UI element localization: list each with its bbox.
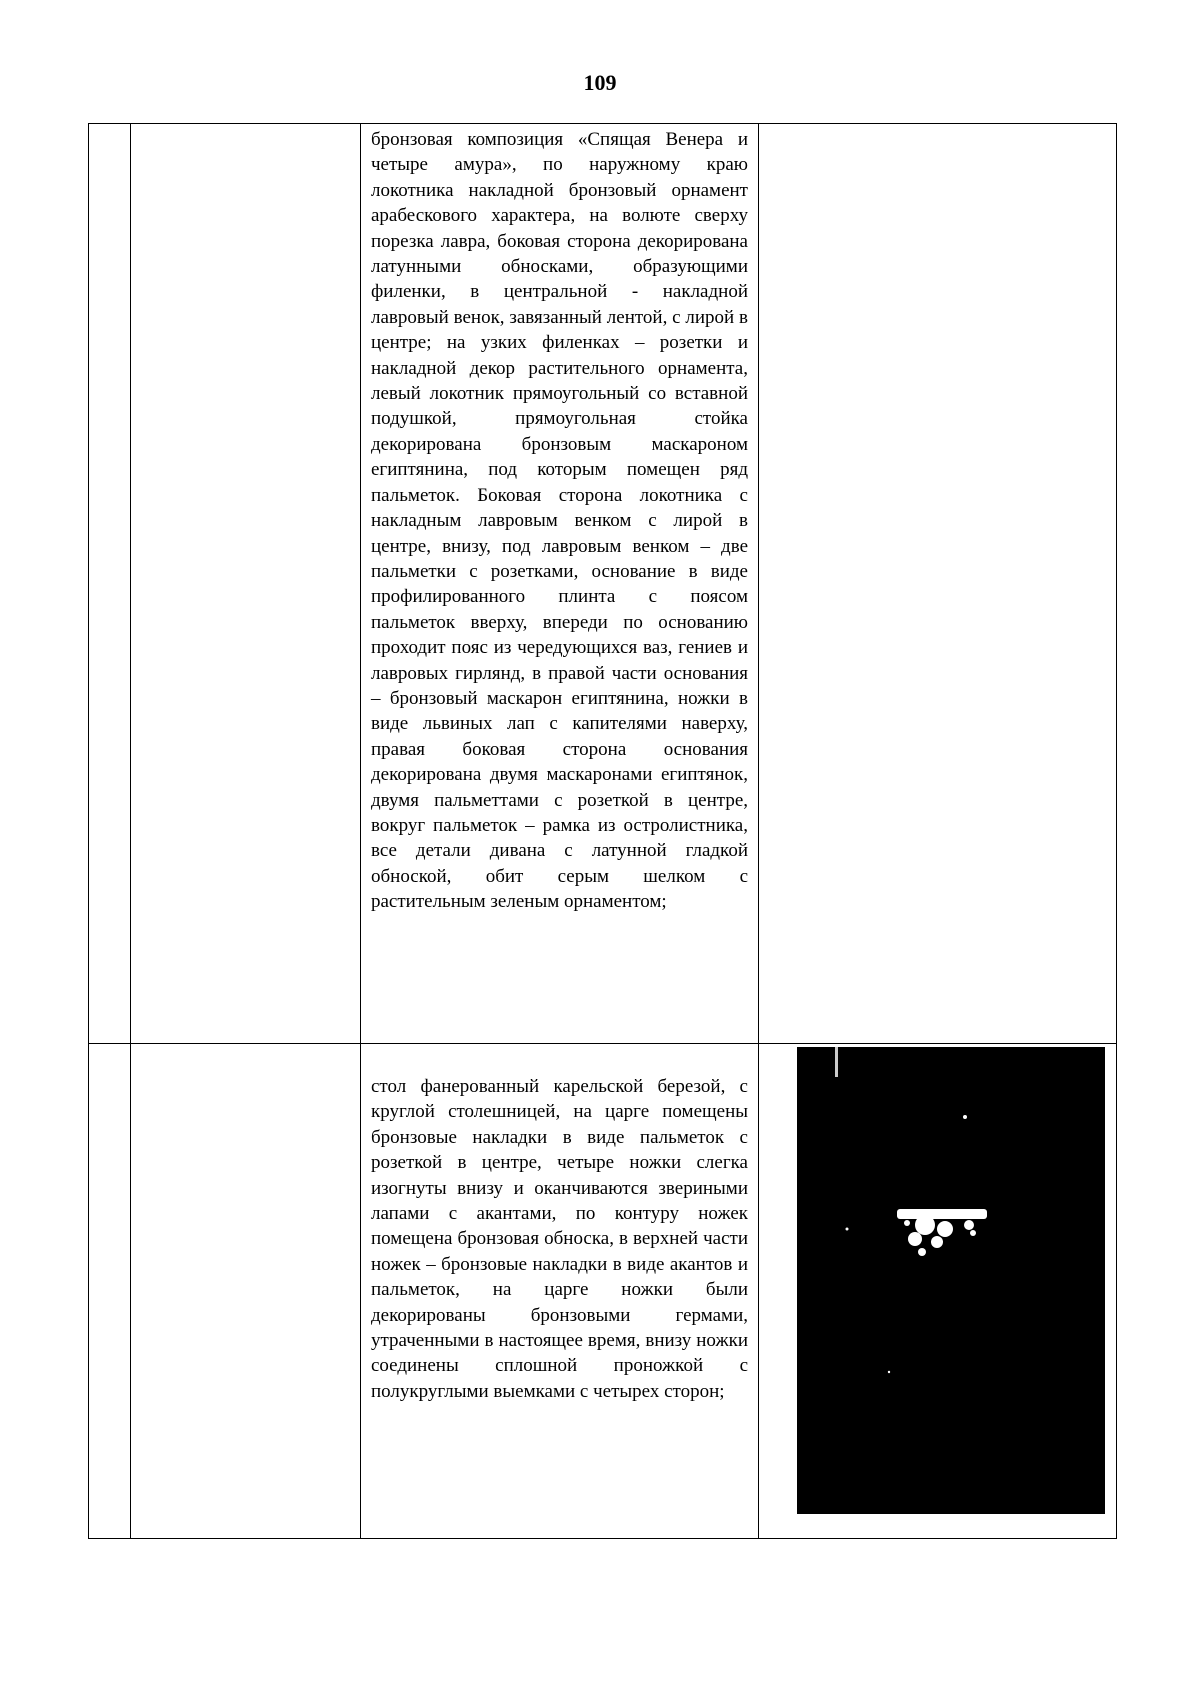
- table-row: [89, 1044, 1117, 1539]
- cell-photo: [759, 124, 1117, 1044]
- description-text: стол фанерованный карельской березой, с круглой столешницей, на царге помещены бронзовые накладки в виде пальметок с розеткой в центре, четыре ножки слегка изогнуты внизу и оканчиваются звериными лапами с акантами, по контуру ножек помещена бронзовая обноска, в верхней части ножек – бронзовые накладки в виде акантов и пальметок, на царге ножки были декорированы бронзовыми гермами, утраченными в настоящее время, внизу ножки соединены сплошной проножкой с полукруглыми выемками с четырех сторон;: [371, 1076, 748, 1402]
- cell-description: [361, 1044, 759, 1539]
- photo-image: [797, 1047, 1105, 1514]
- cell-description: [361, 124, 759, 1044]
- table-row: [89, 124, 1117, 1044]
- table-photo: [797, 1047, 1105, 1514]
- cell-name: [131, 124, 361, 1044]
- page-number: 109: [583, 70, 617, 95]
- cell-name: [131, 1044, 361, 1539]
- cell-number: [89, 1044, 131, 1539]
- cell-photo: [759, 1044, 1117, 1539]
- object-table: [88, 123, 1117, 1539]
- description-text: бронзовая композиция «Спящая Венера и четыре амура», по наружному краю локотника накладной бронзовый орнамент арабескового характера, на волюте сверху порезка лавра, боковая сторона декорирована латунными обносками, образующими филенки, в центральной - накладной лавровый венок, завязанный лентой, с лирой в центре; на узких филенках – розетки и накладной декор растительного орнамента, левый локотник прямоугольный со вставной подушкой, прямоугольная стойка декорирована бронзовым маскароном египтянина, под которым помещен ряд пальметок. Боковая сторона локотника с накладным лавровым венком с лирой в центре, внизу, под лавровым венком – две пальметки с розетками, основание в виде профилированного плинта с поясом пальметок вверху, впереди по основанию проходит пояс из чередующихся ваз, гениев и лавровых гирлянд, в правой части основания – бронзовый маскарон египтянина, ножки в виде львиных лап с капителями наверху, правая боковая сторона основания декорирована двумя маскаронами египтянок, двумя пальметтами с розеткой в центре, вокруг пальметок – рамка из остролистника, все детали дивана с латунной гладкой обноской, обит серым шелком с растительным зеленым орнаментом;: [371, 129, 748, 913]
- cell-number: [89, 124, 131, 1044]
